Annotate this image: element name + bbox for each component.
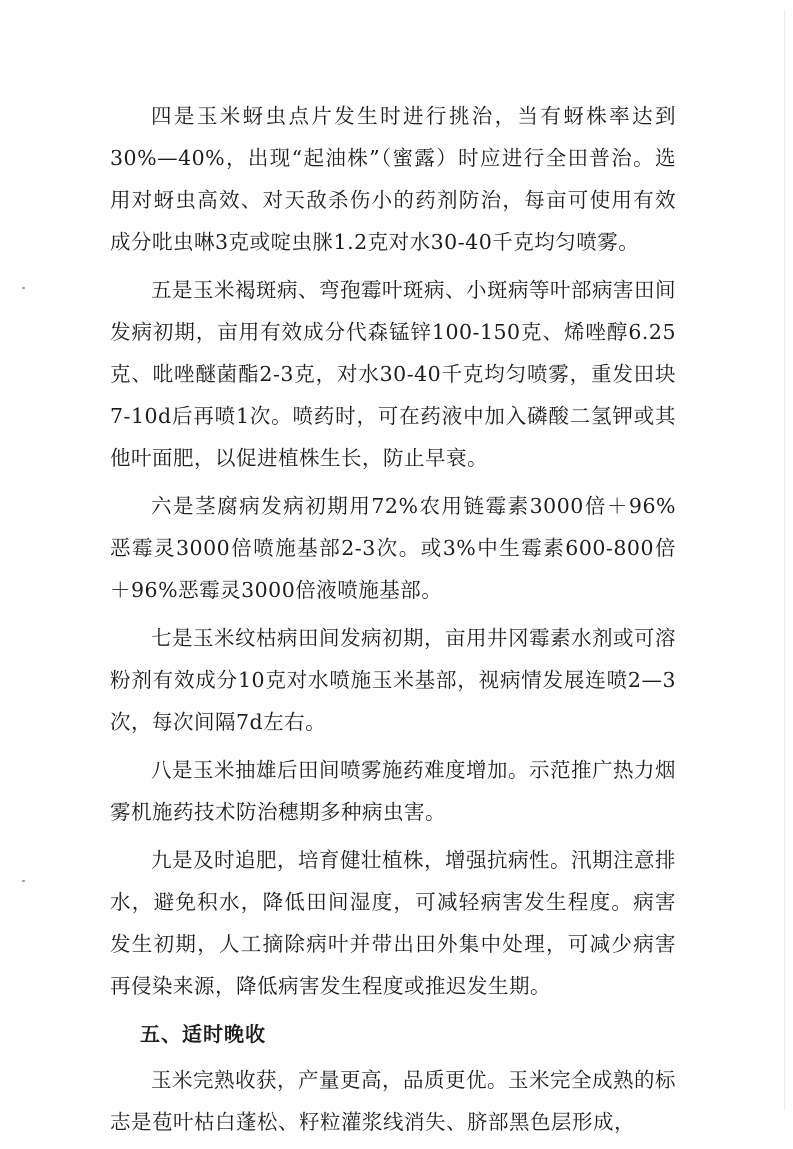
- paragraph-item-5: 五是玉米褐斑病、弯孢霉叶斑病、小斑病等叶部病害田间发病初期，亩用有效成分代森锰锌100-150克、烯唑醇6.25克、吡唑醚菌酯2-3克，对水30-40千克均匀喷雾，重发田块7-10d后再喷1次。喷药时，可在药液中加入磷酸二氢钾或其他叶面肥，以促进植株生长，防止早衰。: [110, 278, 676, 470]
- closing-paragraph: 玉米完熟收获，产量更高，品质更优。玉米完全成熟的标志是苞叶枯白蓬松、籽粒灌浆线消失、脐部黑色层形成，: [110, 1068, 676, 1134]
- paragraph-item-7: 七是玉米纹枯病田间发病初期，亩用井冈霉素水剂或可溶粉剂有效成分10克对水喷施玉米基部，视病情发展连喷2—3次，每次间隔7d左右。: [110, 626, 676, 734]
- paragraph-item-8: 八是玉米抽雄后田间喷雾施药难度增加。示范推广热力烟雾机施药技术防治穗期多种病虫害。: [110, 758, 676, 824]
- paragraph-item-9: 九是及时追肥，培育健壮植株，增强抗病性。汛期注意排水，避免积水，降低田间湿度，可减轻病害发生程度。病害发生初期，人工摘除病叶并带出田外集中处理，可减少病害再侵染来源，降低病害发生程度或推迟发生期。: [110, 848, 676, 998]
- scan-edge-line: [784, 10, 785, 1110]
- paragraph-item-6: 六是茎腐病发病初期用72%农用链霉素3000倍＋96%恶霉灵3000倍喷施基部2-3次。或3%中生霉素600-800倍＋96%恶霉灵3000倍液喷施基部。: [110, 494, 676, 602]
- scan-speck: [22, 880, 25, 882]
- document-body: [110, 95, 676, 1149]
- paragraph-item-4: 四是玉米蚜虫点片发生时进行挑治，当有蚜株率达到30%—40%，出现“起油株”（蜜露）时应进行全田普治。选用对蚜虫高效、对天敌杀伤小的药剂防治，每亩可使用有效成分吡虫啉3克或啶虫脒1.2克对水30-40千克均匀喷雾。: [110, 104, 676, 254]
- scan-speck: [22, 287, 25, 289]
- section-heading: 五、适时晚收: [140, 1022, 266, 1046]
